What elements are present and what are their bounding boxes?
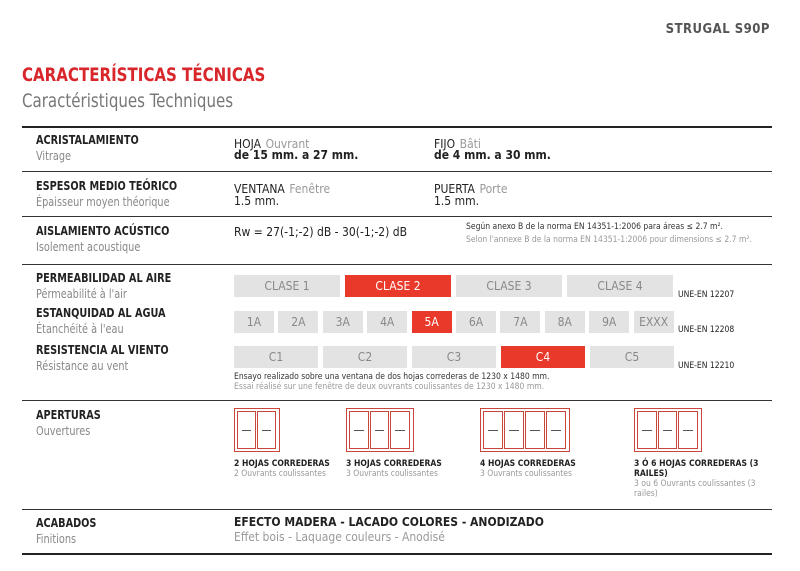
acoustic-label-fr: Isolement acoustique (36, 240, 141, 254)
window-pane (257, 411, 276, 449)
slide-arrow-icon (551, 430, 561, 431)
air-class-box: CLASE 4 (567, 275, 673, 297)
sliding-window-icon (346, 408, 414, 452)
water-class-box: 7A (500, 311, 540, 333)
finishes-value: EFECTO MADERA - LACADO COLORES - ANODIZADO (234, 515, 544, 529)
door-label-fr: Porte (479, 182, 508, 196)
openings-label-fr: Ouvertures (36, 424, 91, 438)
air-class-box: CLASE 2 (345, 275, 451, 297)
page-subtitle: Caractéristiques Techniques (22, 90, 234, 112)
water-class-box: 6A (456, 311, 496, 333)
water-class-box: 1A (234, 311, 274, 333)
water-class-box: 5A (412, 311, 452, 333)
divider (22, 216, 772, 217)
opening-label: 3 HOJAS CORREDERAS (346, 459, 442, 469)
sliding-window-icon (634, 408, 702, 452)
air-label-fr: Pérmeabilité à l'air (36, 287, 127, 301)
wind-label-fr: Résistance au vent (36, 359, 129, 373)
water-class-box: EXXX (634, 311, 674, 333)
thickness-label-fr: Épaisseur moyen théorique (36, 195, 170, 209)
sash-label: HOJA (234, 137, 261, 151)
air-norm: UNE-EN 12207 (678, 290, 735, 300)
wind-note: Ensayo realizado sobre una ventana de dos hojas correderas de 1230 x 1480 mm. (234, 372, 550, 382)
water-label: ESTANQUIDAD AL AGUA (36, 306, 166, 320)
sliding-window-icon (234, 408, 280, 452)
slide-arrow-icon (663, 430, 673, 431)
finishes-value-fr: Effet bois - Laquage couleurs - Anodisé (234, 530, 445, 544)
window-pane (637, 411, 657, 449)
sash-label-fr: Ouvrant (265, 137, 310, 151)
fixed-label-fr: Bâti (459, 137, 481, 151)
door-value: 1.5 mm. (434, 194, 480, 208)
slide-arrow-icon (488, 430, 498, 431)
divider (22, 264, 772, 265)
window-pane (678, 411, 698, 449)
wind-note-fr: Essai réalisé sur une fenêtre de deux ouvrants coulissantes de 1230 x 1480 mm. (234, 382, 545, 392)
window-label: VENTANA (234, 182, 285, 196)
openings-label: APERTURAS (36, 408, 101, 422)
divider (22, 126, 772, 128)
wind-class-box: C5 (590, 346, 674, 368)
divider (22, 509, 772, 510)
window-pane (237, 411, 256, 449)
brand-name: STRUGAL S90P (665, 22, 770, 37)
fixed-label: FIJO (434, 137, 456, 151)
opening-label-fr: 3 Ouvrants coulissantes (480, 469, 572, 479)
wind-class-box: C1 (234, 346, 318, 368)
window-pane (658, 411, 678, 449)
divider (22, 400, 772, 401)
slide-arrow-icon (242, 430, 251, 431)
wind-label: RESISTENCIA AL VIENTO (36, 343, 169, 357)
window-pane (483, 411, 503, 449)
slide-arrow-icon (683, 430, 693, 431)
window-pane (390, 411, 410, 449)
opening-label-fr: 3 Ouvrants coulissantes (346, 469, 438, 479)
sash-value: de 15 mm. a 27 mm. (234, 148, 359, 162)
glazing-label: ACRISTALAMIENTO (36, 133, 139, 147)
slide-arrow-icon (395, 430, 405, 431)
divider (22, 553, 772, 555)
opening-label-fr: 3 ou 6 Ouvrants coulissantes (3 railes) (634, 479, 756, 499)
water-class-box: 9A (589, 311, 629, 333)
window-pane (504, 411, 524, 449)
air-class-box: CLASE 1 (234, 275, 340, 297)
sliding-window-icon (480, 408, 570, 452)
opening-label: 3 Ó 6 HOJAS CORREDERAS (3 RAILES) (634, 459, 759, 479)
acoustic-note: Según anexo B de la norma EN 14351-1:2006 para áreas ≤ 2.7 m². (466, 222, 723, 232)
door-label: PUERTA (434, 182, 475, 196)
slide-arrow-icon (642, 430, 652, 431)
finishes-label-fr: Finitions (36, 532, 77, 546)
slide-arrow-icon (262, 430, 271, 431)
water-class-box: 4A (367, 311, 407, 333)
window-pane (349, 411, 369, 449)
opening-label-fr: 2 Ouvrants coulissantes (234, 469, 326, 479)
wind-norm: UNE-EN 12210 (678, 361, 735, 371)
acoustic-value: Rw = 27(-1;-2) dB - 30(-1;-2) dB (234, 225, 408, 239)
wind-class-box: C2 (323, 346, 407, 368)
wind-class-box: C3 (412, 346, 496, 368)
divider (22, 171, 772, 172)
acoustic-label: AISLAMIENTO ACÚSTICO (36, 224, 170, 238)
opening-label: 4 HOJAS CORREDERAS (480, 459, 576, 469)
water-class-box: 2A (278, 311, 318, 333)
wind-class-box: C4 (501, 346, 585, 368)
slide-arrow-icon (354, 430, 364, 431)
glazing-label-fr: Vitrage (36, 149, 72, 163)
window-pane (370, 411, 390, 449)
fixed-value: de 4 mm. a 30 mm. (434, 148, 551, 162)
water-label-fr: Étanchéité à l'eau (36, 322, 124, 336)
page-title: CARACTERÍSTICAS TÉCNICAS (22, 64, 266, 86)
window-value: 1.5 mm. (234, 194, 280, 208)
slide-arrow-icon (375, 430, 385, 431)
thickness-label: ESPESOR MEDIO TEÓRICO (36, 179, 178, 193)
slide-arrow-icon (509, 430, 519, 431)
window-pane (546, 411, 566, 449)
window-label-fr: Fenêtre (289, 182, 331, 196)
air-label: PERMEABILIDAD AL AIRE (36, 271, 172, 285)
slide-arrow-icon (530, 430, 540, 431)
water-class-box: 3A (323, 311, 363, 333)
acoustic-note-fr: Selon l'annexe B de la norma EN 14351-1:2006 pour dimensions ≤ 2.7 m². (466, 235, 752, 245)
opening-label: 2 HOJAS CORREDERAS (234, 459, 330, 469)
water-norm: UNE-EN 12208 (678, 325, 735, 335)
window-pane (525, 411, 545, 449)
water-class-box: 8A (545, 311, 585, 333)
finishes-label: ACABADOS (36, 516, 97, 530)
air-class-box: CLASE 3 (456, 275, 562, 297)
